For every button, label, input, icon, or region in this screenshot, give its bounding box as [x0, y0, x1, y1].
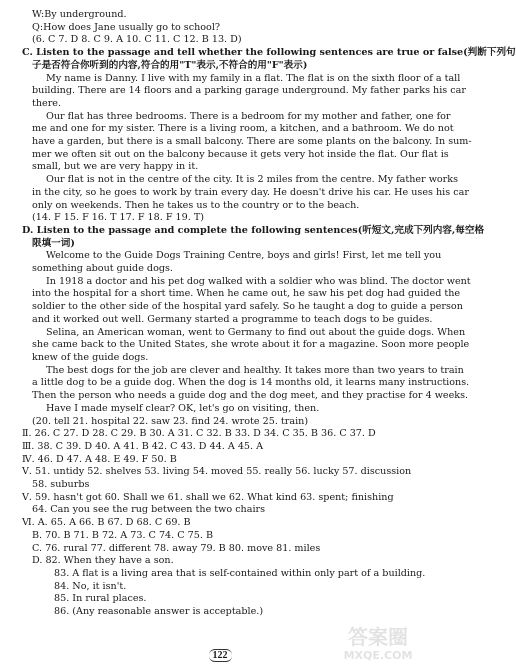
text-line: 84. No, it isn't. — [54, 580, 127, 592]
answer-text-block — [22, 9, 516, 619]
text-line: soldier to the other side of the hospital yard safely. So he taught a dog to guide a person — [32, 301, 463, 313]
page-number: 122 — [0, 649, 440, 662]
text-line: small, but we are very happy in it. — [32, 161, 199, 173]
text-line: me and one for my sister. There is a living room, a kitchen, and a bathroom. We do not — [32, 123, 454, 135]
text-line: (14. F 15. F 16. T 17. F 18. F 19. T) — [32, 212, 204, 224]
text-line: 83. A flat is a living area that is self-contained within only part of a building. — [54, 567, 426, 579]
text-line: Ⅲ. 38. C 39. D 40. A 41. B 42. C 43. D 44. A 45. A — [22, 440, 264, 452]
text-line: (20. tell 21. hospital 22. saw 23. find 24. wrote 25. train) — [32, 415, 309, 427]
text-line: have a garden, but there is a small balcony. There are some plants on the balcony. In sum- — [32, 136, 472, 148]
text-line: Selina, an American woman, went to Germany to find out about the guide dogs. When — [46, 326, 466, 338]
text-line: Ⅴ. 51. untidy 52. shelves 53. living 54. moved 55. really 56. lucky 57. discussion — [22, 466, 412, 478]
watermark-logo — [324, 622, 432, 662]
text-line: into the hospital for a short time. When he came out, he saw his pet dog had guided the — [32, 288, 461, 300]
text-line: and it worked out well. Germany started a programme to teach dogs to be guides. — [32, 313, 433, 325]
text-line: Have I made myself clear? OK, let's go on visiting, then. — [46, 402, 320, 414]
text-line: in the city, so he goes to work by train every day. He doesn't drive his car. He uses his car — [32, 186, 469, 198]
text-line: Then the person who needs a guide dog and the dog meet, and they practise for 4 weeks. — [32, 390, 469, 402]
text-line: C. 76. rural 77. different 78. away 79. B 80. move 81. miles — [32, 542, 321, 554]
watermark-logo-text: 答案圈 — [348, 625, 408, 649]
text-line: My name is Danny. I live with my family in a flat. The flat is on the sixth floor of a tall — [46, 72, 461, 84]
text-line: building. There are 14 floors and a parking garage underground. My father parks his car — [32, 85, 466, 97]
text-line: mer we often sit out on the balcony because it gets very hot inside the flat. Our flat is — [32, 148, 449, 160]
text-line: 58. suburbs — [32, 479, 90, 491]
text-line: 子是否符合你听到的内容,符合的用"T"表示,不符合的用"F"表示) — [32, 59, 308, 71]
text-line: C. Listen to the passage and tell whether the following sentences are true or false(判断下列句 — [22, 47, 516, 59]
text-line: D. 82. When they have a son. — [32, 555, 174, 567]
text-line: there. — [32, 97, 62, 109]
text-line: Our flat has three bedrooms. There is a bedroom for my mother and father, one for — [46, 110, 451, 122]
text-line: she came back to the United States, she wrote about it for a magazine. Soon more people — [32, 339, 470, 351]
text-line: 64. Can you see the rug between the two chairs — [32, 504, 266, 516]
text-line: Ⅱ. 26. C 27. D 28. C 29. B 30. A 31. C 32. B 33. D 34. C 35. B 36. C 37. D — [22, 428, 376, 440]
text-line: B. 70. B 71. B 72. A 73. C 74. C 75. B — [32, 529, 213, 541]
text-line: (6. C 7. D 8. C 9. A 10. C 11. C 12. B 13. D) — [32, 34, 242, 46]
text-line: Our flat is not in the centre of the city. It is 2 miles from the centre. My father works — [46, 174, 459, 186]
text-line: something about guide dogs. — [32, 263, 173, 275]
text-line: a little dog to be a guide dog. When the dog is 14 months old, it learns many instructions. — [32, 377, 470, 389]
text-line: Ⅵ. A. 65. A 66. B 67. D 68. C 69. B — [22, 517, 191, 529]
text-line: 85. In rural places. — [54, 593, 147, 605]
watermark-url-text: MXQE.COM — [343, 649, 413, 662]
text-line: Ⅴ. 59. hasn't got 60. Shall we 61. shall we 62. What kind 63. spent; finishing — [22, 491, 394, 503]
text-line: In 1918 a doctor and his pet dog walked with a soldier who was blind. The doctor went — [46, 275, 471, 287]
text-line: Ⅳ. 46. D 47. A 48. E 49. F 50. B — [22, 453, 177, 465]
text-line: Q:How does Jane usually go to school? — [32, 21, 221, 33]
text-line: only on weekends. Then he takes us to the country or to the beach. — [32, 199, 360, 211]
text-line: knew of the guide dogs. — [32, 351, 149, 363]
text-line: 限填一词) — [32, 237, 75, 249]
text-line: The best dogs for the job are clever and healthy. It takes more than two years to train — [46, 364, 464, 376]
text-line: W:By underground. — [32, 9, 127, 20]
text-line: 86. (Any reasonable answer is acceptable.) — [54, 606, 264, 618]
text-line: Welcome to the Guide Dogs Training Centre, boys and girls! First, let me tell you — [46, 250, 442, 262]
text-line: D. Listen to the passage and complete the following sentences(听短文,完成下列内容,每空格 — [22, 224, 485, 236]
